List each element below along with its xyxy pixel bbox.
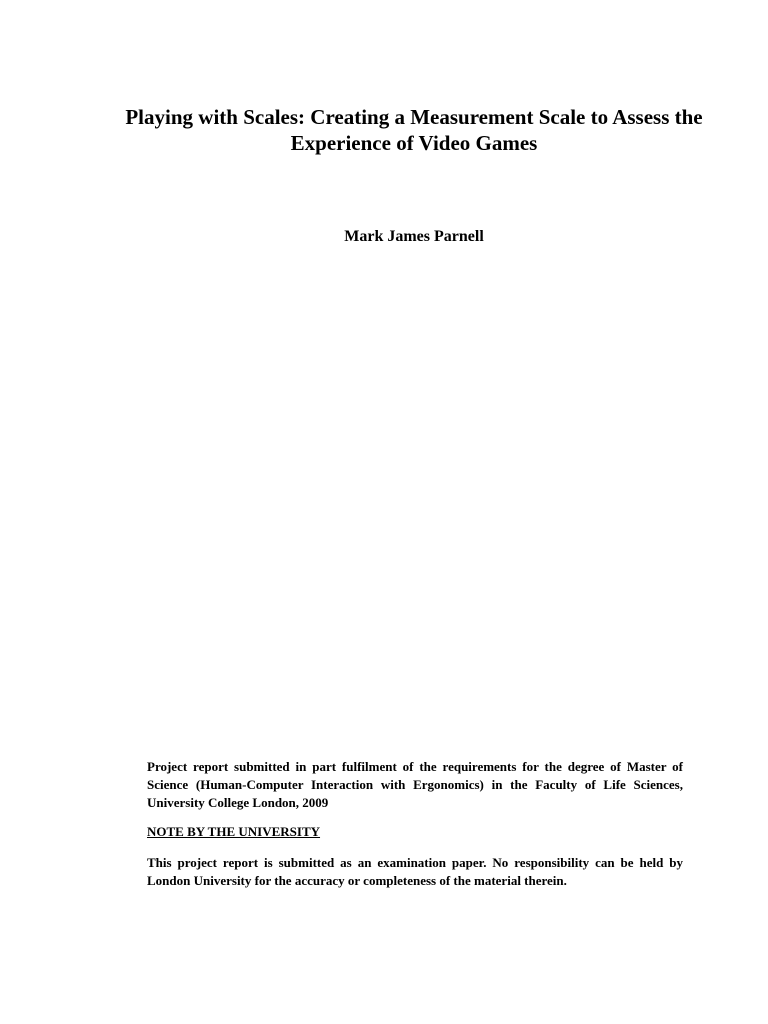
note-body: This project report is submitted as an examination paper. No responsibility can be held by London University for the accuracy or completeness of the material therein.	[147, 855, 683, 888]
author-name: Mark James Parnell	[344, 228, 484, 245]
submission-statement: Project report submitted in part fulfilment of the requirements for the degree of Master of Science (Human-Computer Interaction with Ergonomics) in the Faculty of Life Sciences, University College London, 2009	[147, 759, 683, 810]
document-title: Playing with Scales: Creating a Measurement Scale to Assess the Experience of Video Games	[125, 105, 703, 155]
note-heading: NOTE BY THE UNIVERSITY	[147, 824, 321, 839]
